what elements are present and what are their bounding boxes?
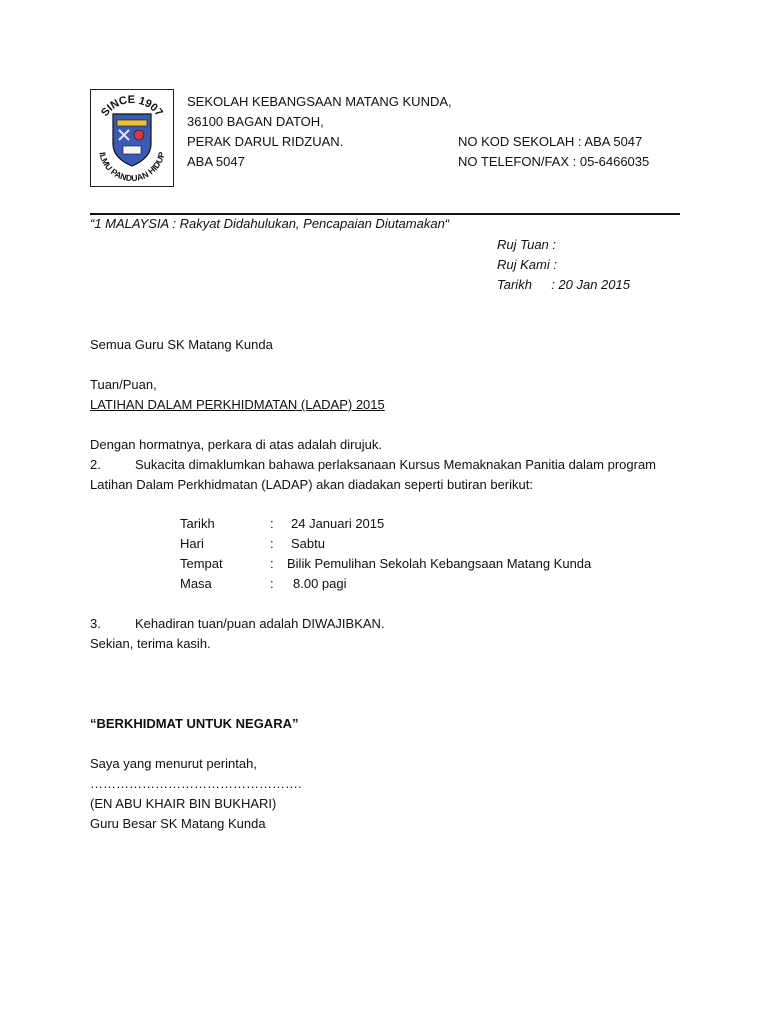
ref-tarikh-label: Tarikh — [497, 277, 532, 292]
school-address — [187, 92, 452, 172]
detail-colon: : — [270, 536, 274, 551]
salutation: Tuan/Puan, — [90, 377, 157, 392]
paragraph-3-number: 3. — [90, 616, 101, 631]
detail-label: Hari — [180, 536, 204, 551]
detail-label: Tarikh — [180, 516, 215, 531]
logo-bottom-text: ILMU PANDUAN HIDUP — [97, 150, 167, 184]
detail-value: Bilik Pemulihan Sekolah Kebangsaan Matang Kunda — [287, 556, 592, 571]
signer-name: (EN ABU KHAIR BIN BUKHARI) — [90, 796, 277, 811]
sign-intro: Saya yang menurut perintah, — [90, 756, 257, 771]
signer-position: Guru Besar SK Matang Kunda — [90, 816, 266, 831]
school-phone: NO TELEFON/FAX : 05-6466035 — [458, 154, 650, 169]
school-crest-icon — [91, 90, 173, 186]
address-line: SEKOLAH KEBANGSAAN MATANG KUNDA, — [187, 94, 452, 109]
detail-value: Sabtu — [291, 536, 325, 551]
logo-top-text: SINCE 1907 — [99, 93, 166, 119]
school-logo — [90, 89, 174, 187]
ref-ruj-kami: Ruj Kami : — [497, 257, 557, 272]
detail-value: 24 Januari 2015 — [291, 516, 385, 531]
detail-value: 8.00 pagi — [293, 576, 347, 591]
school-code: NO KOD SEKOLAH : ABA 5047 — [458, 134, 643, 149]
subject: LATIHAN DALAM PERKHIDMATAN (LADAP) 2015 — [90, 397, 385, 412]
address-line: 36100 BAGAN DATOH, — [187, 114, 324, 129]
signature-dots: …………………………………………. — [90, 776, 302, 791]
paragraph-2-number: 2. — [90, 457, 101, 472]
closing: Sekian, terima kasih. — [90, 636, 211, 651]
header-divider — [90, 213, 680, 215]
detail-colon: : — [270, 576, 274, 591]
paragraph-2-line-2: Latihan Dalam Perkhidmatan (LADAP) akan diadakan seperti butiran berikut: — [90, 477, 533, 492]
paragraph-3: Kehadiran tuan/puan adalah DIWAJIBKAN. — [135, 616, 385, 631]
address-line: ABA 5047 — [187, 154, 245, 169]
ref-ruj-tuan: Ruj Tuan : — [497, 237, 557, 252]
slogan: “BERKHIDMAT UNTUK NEGARA” — [90, 716, 299, 731]
ref-tarikh — [497, 277, 630, 292]
detail-label: Tempat — [180, 556, 223, 571]
detail-colon: : — [270, 516, 274, 531]
motto: “1 MALAYSIA : Rakyat Didahulukan, Pencapaian Diutamakan“ — [90, 216, 450, 231]
intro-paragraph: Dengan hormatnya, perkara di atas adalah dirujuk. — [90, 437, 382, 452]
detail-label: Masa — [180, 576, 212, 591]
recipient: Semua Guru SK Matang Kunda — [90, 337, 273, 352]
detail-colon: : — [270, 556, 274, 571]
address-line: PERAK DARUL RIDZUAN. — [187, 134, 344, 149]
ref-tarikh-value: : 20 Jan 2015 — [551, 277, 630, 292]
paragraph-2-line-1: Sukacita dimaklumkan bahawa perlaksanaan Kursus Memaknakan Panitia dalam program — [135, 457, 656, 472]
